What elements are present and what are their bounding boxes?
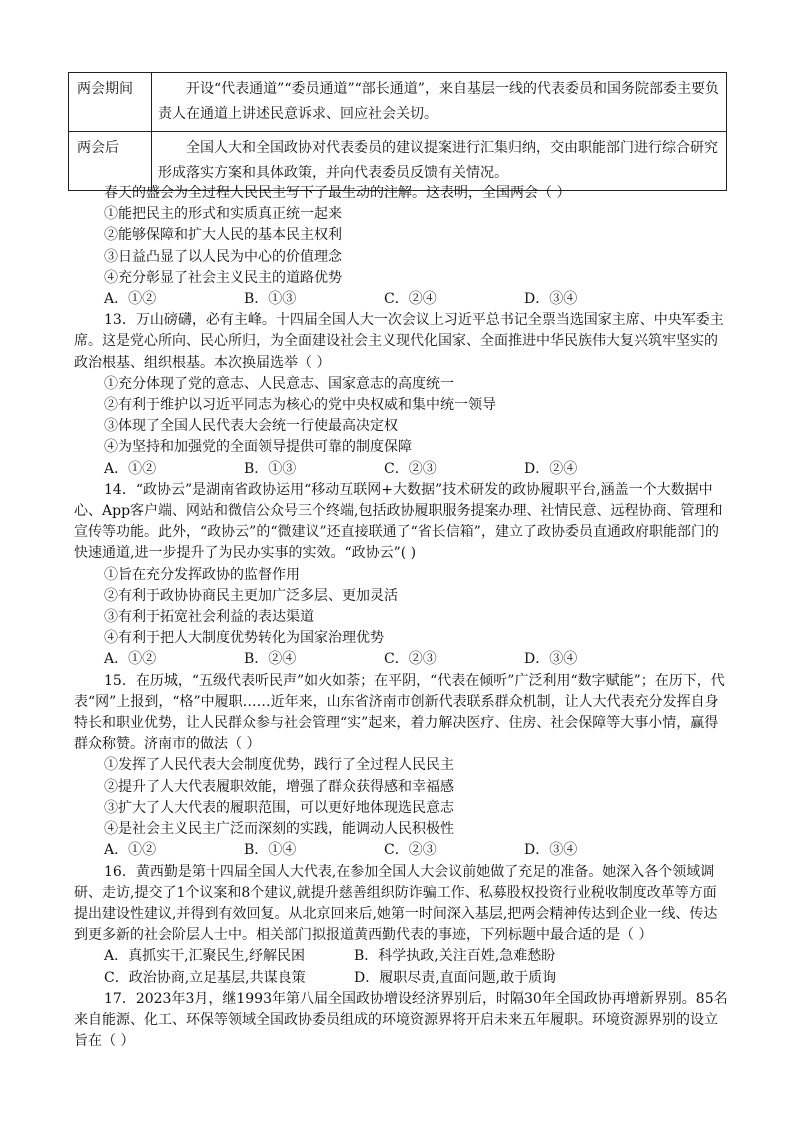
option[interactable]: C．政治协商,立足基层,共谋良策 (104, 969, 306, 986)
q14-item: ③有利于拓宽社会利益的表达渠道 (104, 609, 314, 626)
q13-options (104, 459, 728, 480)
q14-stem: 14．“政协云”是湖南省政协运用“移动互联网+大数据”技术研发的政协履职平台,涵盖一个大数据中心、App客户端、网站和微信公众号三个终端,包括政协履职服务提案办理、社情民意、远程协商、管理和宣传等功能。此外，“政协云”的“微建议”还直接联通了“省长信箱”，建立了政协委员直通政府职能部门的快速通道,进一步提升了为民办实事的实效。“政协云”( ) (74, 481, 723, 562)
q12-stem: 春天的盛会为全过程人民民主写下了最生动的注解。这表明，全国两会（ ） (104, 185, 571, 201)
q12-options (104, 289, 728, 310)
q14-item: ①旨在充分发挥政协的监督作用 (104, 566, 300, 583)
table-row (69, 73, 727, 132)
option[interactable]: C．②③ (384, 842, 437, 859)
option[interactable]: C．②④ (384, 291, 437, 308)
option[interactable]: C．②③ (384, 460, 437, 477)
questions (74, 183, 728, 1052)
row-label: 两会期间 (69, 73, 152, 132)
q12-item: ①能把民主的形式和实质真正统一起来 (104, 206, 342, 223)
option[interactable]: A．①② (104, 651, 157, 668)
option[interactable]: A．真抓实干,汇聚民生,纾解民困 (104, 948, 306, 965)
row-label: 两会后 (69, 132, 152, 191)
q13-item: ④为坚持和加强党的全面领导提供可靠的制度保障 (104, 439, 412, 456)
q16-stem: 16．黄西勤是第十四届全国人大代表,在参加全国人大会议前她做了充足的准备。她深入各个领域调研、走访,提交了1个议案和8个建议,就提升慈善组织防诈骗工作、私募股权投资行业税收制度改革等方面提出建设性建议,并得到有效回复。从北京回来后,她第一时间深入基层,把两会精神传达到企业一线、传达到更多新的社会阶层人士中。相关部门拟报道黄西勤代表的事迹，下列标题中最合适的是（ ） (74, 863, 718, 944)
q15-item: ③扩大了人大代表的履职范围，可以更好地体现选民意志 (104, 799, 454, 816)
option[interactable]: D．③④ (524, 291, 578, 308)
q15-item: ④是社会主义民主广泛而深刻的实践，能调动人民积极性 (104, 821, 454, 838)
q14-item: ②有利于政协协商民主更加广泛多层、更加灵活 (104, 587, 398, 604)
option[interactable]: D．履职尽责,直面问题,敢于质询 (354, 969, 557, 986)
option[interactable]: C．②③ (384, 651, 437, 668)
q14-item: ④有利于把人大制度优势转化为国家治理优势 (104, 630, 384, 647)
q13-item: ①充分体现了党的意志、人民意志、国家意志的高度统一 (104, 375, 454, 392)
row-text: 开设“代表通道”“委员通道”“部长通道”，来自基层一线的代表委员和国务院部委主要负责人在通道上讲述民意诉求、回应社会关切。 (152, 73, 727, 132)
q13-item: ②有利于维护以习近平同志为核心的党中央权威和集中统一领导 (104, 397, 496, 414)
option[interactable]: A．①② (104, 291, 157, 308)
two-sessions-table (68, 72, 727, 191)
option[interactable]: B．科学执政,关注百姓,急难愁盼 (354, 948, 556, 965)
option[interactable]: D．②④ (524, 460, 578, 477)
option[interactable]: B．①③ (244, 460, 297, 477)
q12-item: ②能够保障和扩大人民的基本民主权利 (104, 227, 342, 244)
q15-item: ①发挥了人民代表大会制度优势，践行了全过程人民民主 (104, 757, 454, 774)
q15-stem: 15．在历城，“五级代表听民声”如火如荼；在平阴，“代表在倾听”广泛利用“数字赋能”；在历下，代表“网”上报到，“格”中履职……近年来，山东省济南市创新代表联系群众机制，让人大代表充分发挥自身特长和职业优势，让人民群众参与社会管理“实”起来，着力解决医疗、住房、社会保障等大事小情，赢得群众称赞。济南市的做法（ ） (74, 672, 725, 753)
q14-options (104, 649, 728, 670)
q16-options-row (104, 946, 728, 967)
q13-stem: 13．万山磅礴，必有主峰。十四届全国人大一次会议上习近平总书记全票当选国家主席、中央军委主席。这是党心所向、民心所归，为全面建设社会主义现代化国家、全面推进中华民族伟大复兴筑牢坚实的政治根基、组织根基。本次换届选举（ ） (74, 312, 724, 371)
option[interactable]: B．②④ (244, 651, 297, 668)
option[interactable]: A．①② (104, 842, 157, 859)
option[interactable]: D．③④ (524, 842, 578, 859)
q12-item: ④充分彰显了社会主义民主的道路优势 (104, 269, 342, 286)
q13-item: ③体现了全国人民代表大会统一行使最高决定权 (104, 418, 398, 435)
option[interactable]: D．③④ (524, 651, 578, 668)
q12-item: ③日益凸显了以人民为中心的价值理念 (104, 248, 342, 265)
table-row (69, 132, 727, 191)
q15-item: ②提升了人大代表履职效能，增强了群众获得感和幸福感 (104, 778, 454, 795)
q16-options-row (104, 968, 728, 989)
q15-options (104, 840, 728, 861)
q17-stem: 17．2023年3月，继1993年第八届全国政协增设经济界别后，时隔30年全国政协再增新界别。85名来自能源、化工、环保等领域全国政协委员组成的环境资源界将开启未来五年履职。环境资源界别的设立旨在（ ） (74, 990, 728, 1050)
option[interactable]: B．①④ (244, 842, 297, 859)
option[interactable]: A．①② (104, 460, 157, 477)
row-text: 全国人大和全国政协对代表委员的建议提案进行汇集归纳，交由职能部门进行综合研究形成落实方案和具体政策，并向代表委员反馈有关情况。 (152, 132, 727, 191)
option[interactable]: B．①③ (244, 291, 297, 308)
